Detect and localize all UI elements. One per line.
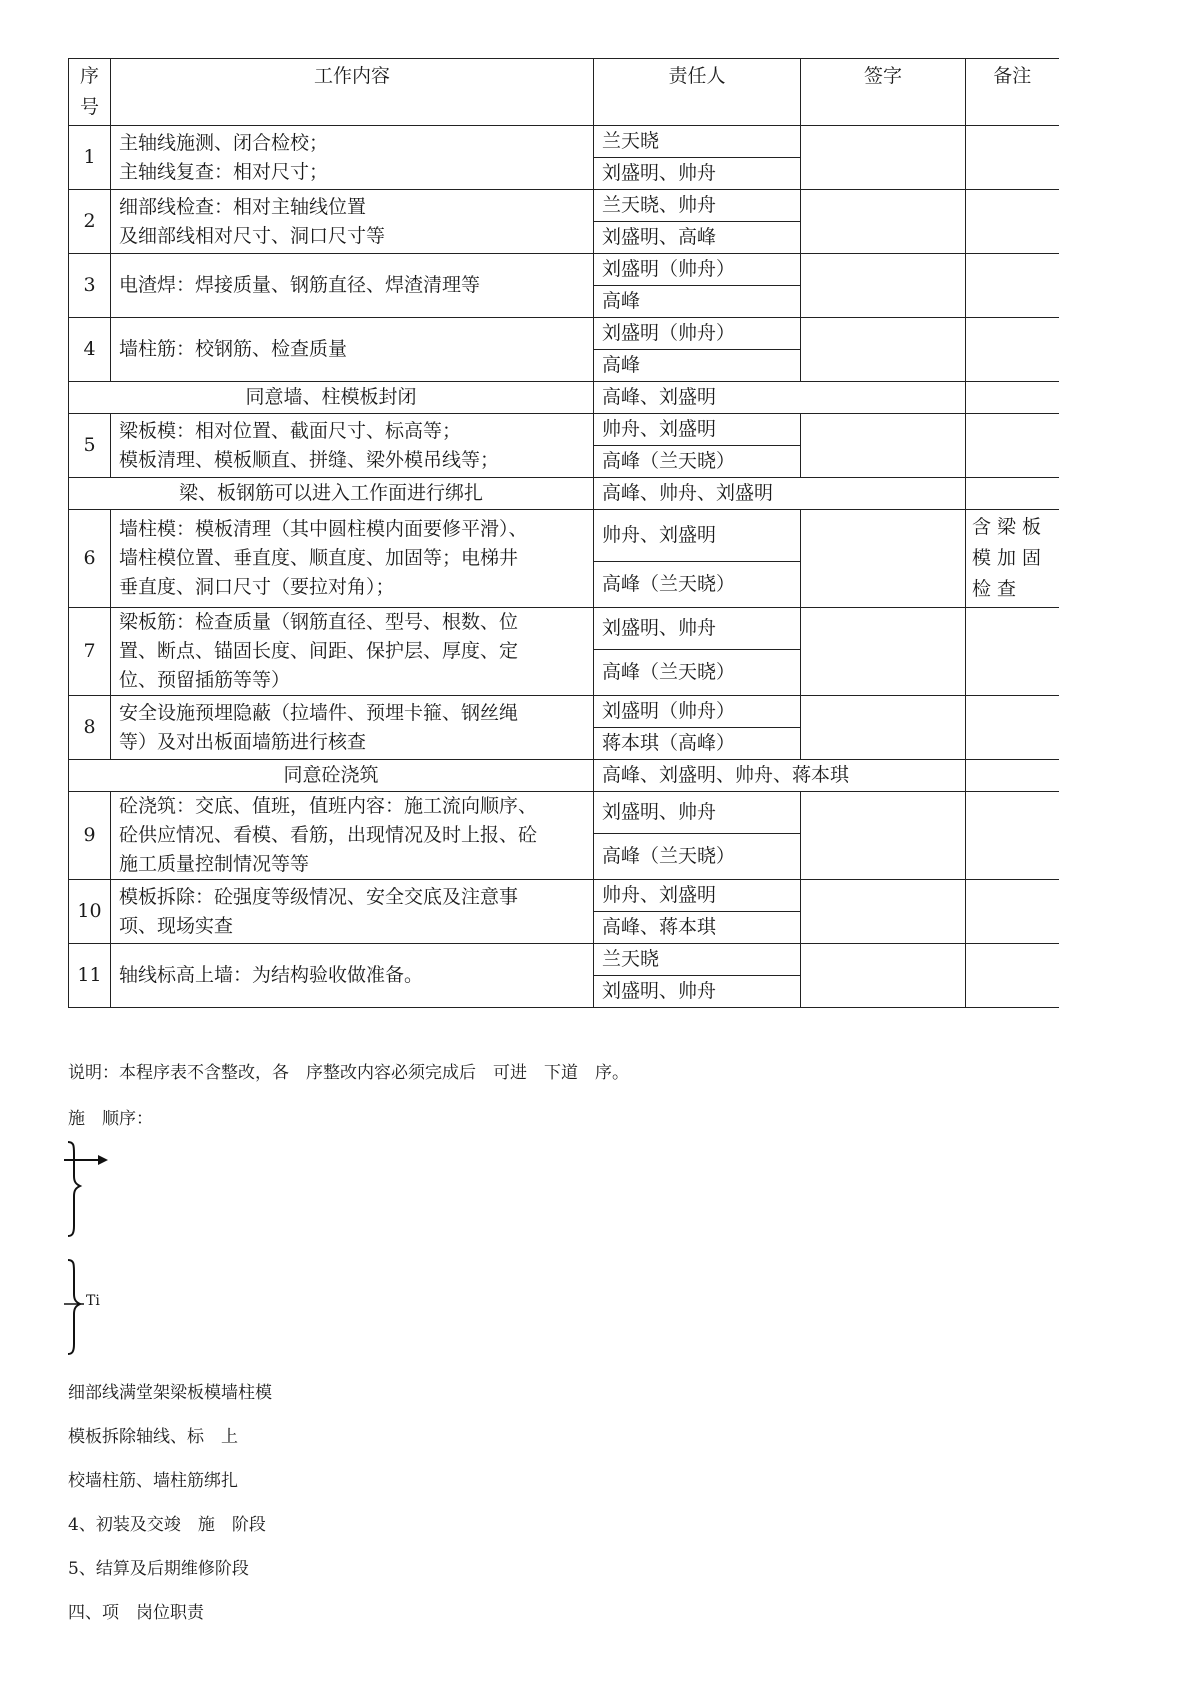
row-person-primary: 兰天晓 xyxy=(594,944,801,976)
row-person-secondary: 刘盛明、帅舟 xyxy=(594,976,801,1008)
table-row xyxy=(69,414,1059,446)
row-sign xyxy=(801,414,966,478)
table-row xyxy=(69,190,1059,222)
row-content xyxy=(111,318,594,382)
row-sign xyxy=(801,944,966,1008)
text-line-6: 四、项 岗位职责 xyxy=(68,1603,204,1623)
row-person-primary: 刘盛明（帅舟） xyxy=(594,254,801,286)
row-content-line: 墙柱筋：校钢筋、检查质量 xyxy=(119,338,348,360)
row-content-line: 电渣焊：焊接质量、钢筋直径、焊渣清理等 xyxy=(119,274,481,296)
header-seq xyxy=(69,59,111,126)
row-content-line: 垂直度、洞口尺寸（要拉对角）； xyxy=(119,576,395,598)
row-person-secondary: 高峰（兰天晓） xyxy=(594,562,801,608)
row-person-secondary: 蒋本琪（高峰） xyxy=(594,728,801,760)
row-person-secondary: 高峰（兰天晓） xyxy=(594,446,801,478)
row-person-primary: 刘盛明（帅舟） xyxy=(594,318,801,350)
approval-row xyxy=(69,478,1059,510)
row-content xyxy=(111,126,594,190)
row-content-line: 位、预留插筋等等） xyxy=(119,669,291,691)
row-content-line: 等）及对出板面墙筋进行核查 xyxy=(119,730,367,753)
header-content: 工作内容 xyxy=(111,59,594,126)
text-line-2: 模板拆除轴线、标 上 xyxy=(68,1427,238,1447)
row-content-line: 模板清理、模板顺直、拼缝、梁外模吊线等； xyxy=(119,448,500,471)
row-number: 11 xyxy=(69,944,111,1008)
row-content xyxy=(111,414,594,478)
row-content xyxy=(111,696,594,760)
row-sign xyxy=(801,510,966,608)
text-line-4: 4、初装及交竣 施 阶段 xyxy=(68,1515,266,1535)
note-text: 说明：本程序表不含整改，各 序整改内容必须完成后 可进 下道 序。 xyxy=(68,1063,629,1083)
row-person-secondary: 刘盛明、帅舟 xyxy=(594,158,801,190)
approval-persons: 高峰、刘盛明、帅舟、蒋本琪 xyxy=(594,760,966,792)
row-sign xyxy=(801,608,966,696)
row-content xyxy=(111,880,594,944)
row-content-line: 主轴线复查：相对尺寸； xyxy=(119,160,329,183)
brace-label: Ti xyxy=(86,1293,100,1309)
row-content-line: 置、断点、锚固长度、间距、保护层、厚度、定 xyxy=(119,640,519,662)
row-content-line: 主轴线施测、闭合检校； xyxy=(119,131,329,154)
row-content-line: 轴线标高上墙：为结构验收做准备。 xyxy=(119,964,424,986)
table-row xyxy=(69,510,1059,562)
row-remark xyxy=(966,792,1059,880)
text-line-5: 5、结算及后期维修阶段 xyxy=(68,1559,249,1579)
approval-text: 同意墙、柱模板封闭 xyxy=(69,382,594,414)
row-number: 8 xyxy=(69,696,111,760)
row-content xyxy=(111,608,594,696)
row-content xyxy=(111,792,594,880)
row-remark xyxy=(966,608,1059,696)
row-number: 6 xyxy=(69,510,111,608)
row-content-line: 项、现场实查 xyxy=(119,914,234,937)
row-person-primary: 帅舟、刘盛明 xyxy=(594,510,801,562)
approval-text: 梁、板钢筋可以进入工作面进行绑扎 xyxy=(69,478,594,510)
approval-row xyxy=(69,382,1059,414)
row-sign xyxy=(801,318,966,382)
row-person-primary: 帅舟、刘盛明 xyxy=(594,414,801,446)
text-line-1: 细部线满堂架梁板模墙柱模 xyxy=(68,1383,272,1403)
row-sign xyxy=(801,696,966,760)
row-remark xyxy=(966,126,1059,190)
row-person-secondary: 高峰 xyxy=(594,350,801,382)
table-row xyxy=(69,944,1059,976)
row-number: 7 xyxy=(69,608,111,696)
approval-remark xyxy=(966,382,1059,414)
approval-remark xyxy=(966,760,1059,792)
work-procedure-table xyxy=(68,58,1059,1008)
row-number: 1 xyxy=(69,126,111,190)
row-remark xyxy=(966,944,1059,1008)
row-remark xyxy=(966,318,1059,382)
row-content-line: 施工质量控制情况等等 xyxy=(119,853,310,875)
text-line-3: 校墙柱筋、墙柱筋绑扎 xyxy=(68,1471,238,1491)
row-content-line: 模板拆除：砼强度等级情况、安全交底及注意事 xyxy=(119,885,519,908)
header-remark: 备注 xyxy=(966,59,1059,126)
row-person-secondary: 高峰（兰天晓） xyxy=(594,834,801,880)
row-person-secondary: 刘盛明、高峰 xyxy=(594,222,801,254)
row-person-primary: 兰天晓、帅舟 xyxy=(594,190,801,222)
brace-arrow-icon xyxy=(62,1140,112,1238)
row-content-line: 墙柱模：模板清理（其中圆柱模内面要修平滑）、 xyxy=(119,518,528,540)
row-sign xyxy=(801,254,966,318)
row-content-line: 梁板筋：检查质量（钢筋直径、型号、根数、位 xyxy=(119,611,519,633)
table-row xyxy=(69,126,1059,158)
table-row xyxy=(69,254,1059,286)
approval-persons: 高峰、帅舟、刘盛明 xyxy=(594,478,966,510)
row-content xyxy=(111,944,594,1008)
row-person-secondary: 高峰 xyxy=(594,286,801,318)
approval-remark xyxy=(966,478,1059,510)
row-content-line: 砼浇筑：交底、值班，值班内容：施工流向顺序、 xyxy=(119,795,538,817)
row-person-primary: 兰天晓 xyxy=(594,126,801,158)
row-content-line: 安全设施预埋隐蔽（拉墙件、预埋卡箍、钢丝绳 xyxy=(119,701,519,724)
row-number: 4 xyxy=(69,318,111,382)
header-seq-text: 序号 xyxy=(79,65,99,118)
row-person-secondary: 高峰、蒋本琪 xyxy=(594,912,801,944)
row-number: 2 xyxy=(69,190,111,254)
table-row xyxy=(69,880,1059,912)
table-row xyxy=(69,608,1059,650)
row-number: 5 xyxy=(69,414,111,478)
row-number: 3 xyxy=(69,254,111,318)
header-sign: 签字 xyxy=(801,59,966,126)
row-sign xyxy=(801,792,966,880)
row-content-line: 砼供应情况、看模、看筋，出现情况及时上报、砼 xyxy=(119,824,538,846)
approval-row xyxy=(69,760,1059,792)
row-number: 10 xyxy=(69,880,111,944)
table-header-row xyxy=(69,59,1059,126)
row-content xyxy=(111,510,594,608)
row-person-primary: 帅舟、刘盛明 xyxy=(594,880,801,912)
row-content xyxy=(111,190,594,254)
row-content-line: 墙柱模位置、垂直度、顺直度、加固等；电梯井 xyxy=(119,547,519,569)
row-content xyxy=(111,254,594,318)
row-sign xyxy=(801,126,966,190)
table-row xyxy=(69,792,1059,834)
row-content-line: 梁板模：相对位置、截面尺寸、标高等； xyxy=(119,419,462,442)
row-content-line: 及细部线相对尺寸、洞口尺寸等 xyxy=(119,224,386,247)
row-remark xyxy=(966,254,1059,318)
row-person-secondary: 高峰（兰天晓） xyxy=(594,650,801,696)
table-row xyxy=(69,318,1059,350)
row-person-primary: 刘盛明、帅舟 xyxy=(594,608,801,650)
header-person: 责任人 xyxy=(594,59,801,126)
row-remark xyxy=(966,414,1059,478)
row-remark xyxy=(966,190,1059,254)
row-sign xyxy=(801,880,966,944)
row-person-primary: 刘盛明、帅舟 xyxy=(594,792,801,834)
row-remark xyxy=(966,880,1059,944)
row-number: 9 xyxy=(69,792,111,880)
row-remark xyxy=(966,696,1059,760)
table-row xyxy=(69,696,1059,728)
row-person-primary: 刘盛明（帅舟） xyxy=(594,696,801,728)
approval-persons: 高峰、刘盛明 xyxy=(594,382,966,414)
row-sign xyxy=(801,190,966,254)
row-content-line: 细部线检查：相对主轴线位置 xyxy=(119,195,367,218)
approval-text: 同意砼浇筑 xyxy=(69,760,594,792)
row-remark: 含梁板模加固检查 xyxy=(966,510,1059,608)
construction-order-title: 施 顺序： xyxy=(68,1109,153,1129)
